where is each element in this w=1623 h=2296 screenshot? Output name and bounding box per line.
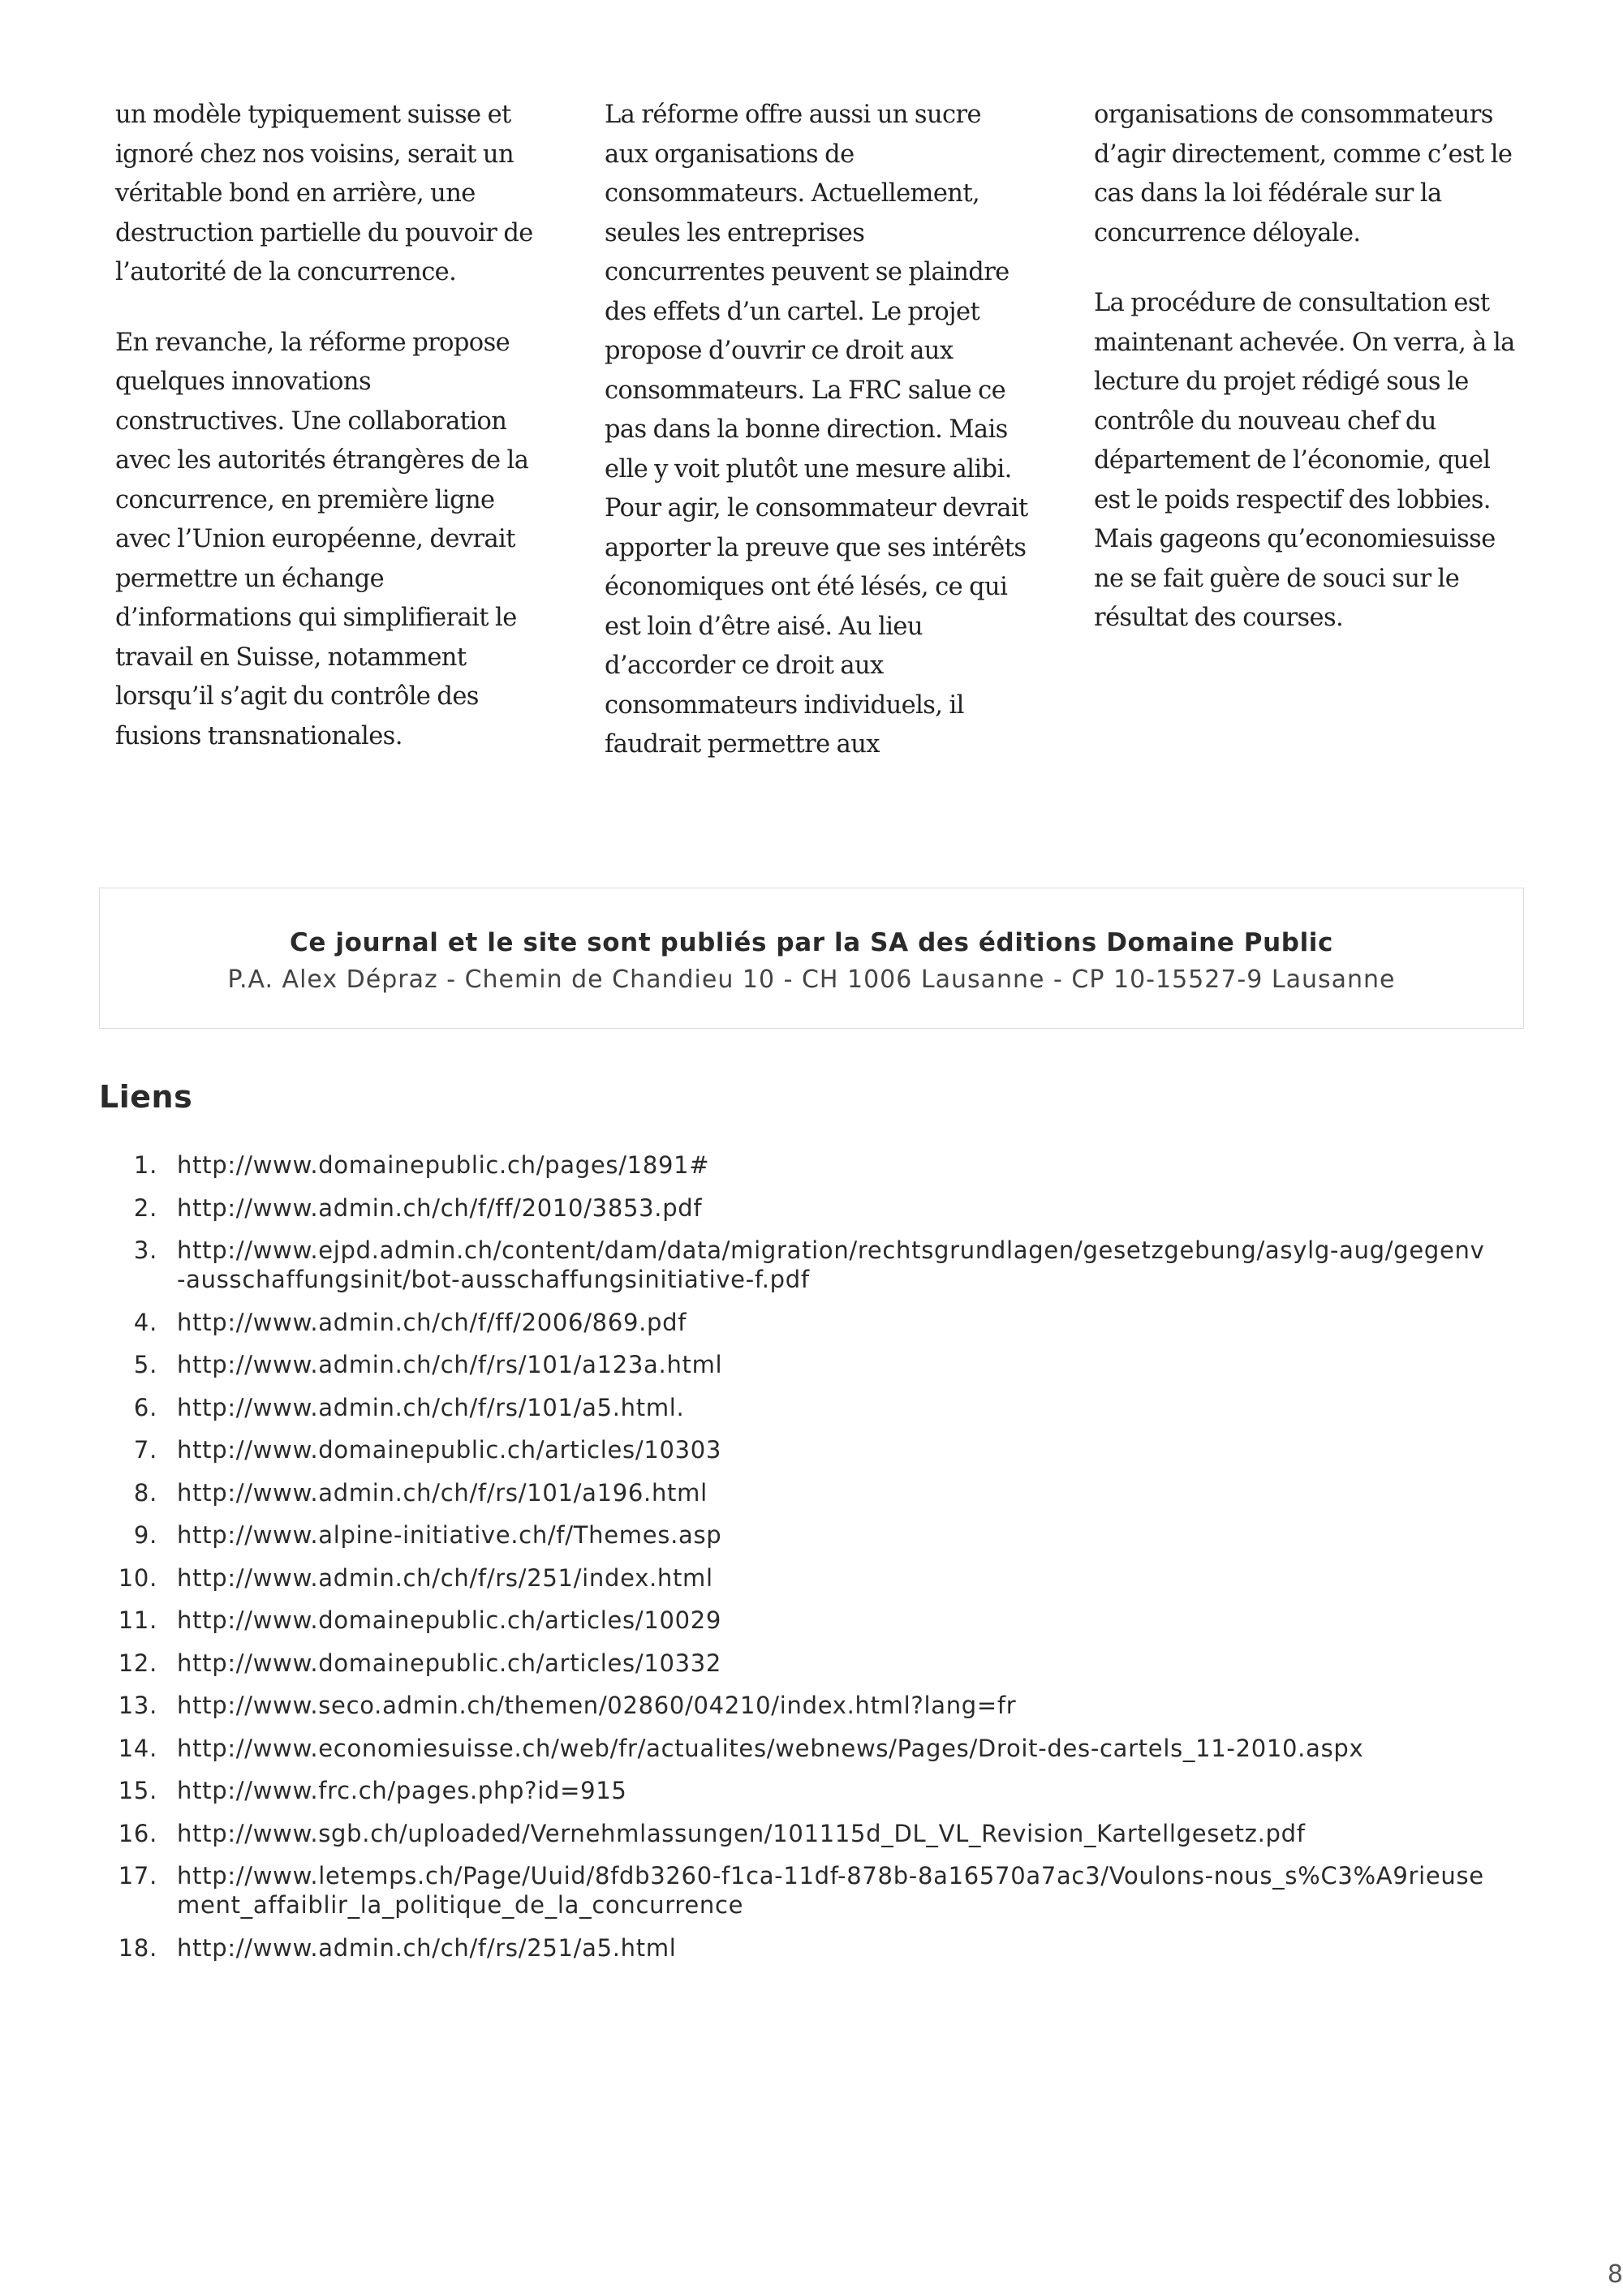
article-paragraph: En revanche, la réforme propose quelques innovations constructives. Une collaboration avec les autorités étrangères de la concurrence, en première ligne avec l’Union européenne, devrait permettre un échange d’informations qui simplifierait le travail en Suisse, notamment lorsqu’il s’agit du contrôle des fusions transnationales. bbox=[115, 328, 529, 750]
link-number: 4. bbox=[133, 1308, 157, 1336]
link-item[interactable] bbox=[115, 1193, 1543, 1223]
link-url[interactable]: http://www.sgb.ch/uploaded/Vernehmlassungen/101115d_DL_VL_Revision_Kartellgesetz.pdf bbox=[177, 1819, 1306, 1847]
article-column-1 bbox=[115, 96, 541, 765]
link-item[interactable] bbox=[115, 1563, 1543, 1593]
link-number: 3. bbox=[133, 1236, 157, 1264]
links-list bbox=[115, 1150, 1543, 1976]
link-url[interactable]: http://www.admin.ch/ch/f/rs/101/a123a.html bbox=[177, 1351, 723, 1378]
article-columns bbox=[115, 96, 1521, 765]
article-paragraph: organisations de consommateurs d’agir directement, comme c’est le cas dans la loi fédérale sur la concurrence déloyale. bbox=[1094, 101, 1513, 247]
article-column-3 bbox=[1094, 96, 1520, 765]
link-number: 13. bbox=[118, 1692, 157, 1719]
link-item[interactable] bbox=[115, 1776, 1543, 1805]
link-url[interactable]: http://www.domainepublic.ch/pages/1891# bbox=[177, 1151, 710, 1179]
link-url[interactable]: http://www.admin.ch/ch/f/ff/2010/3853.pdf bbox=[177, 1193, 703, 1222]
links-heading: Liens bbox=[99, 1079, 193, 1115]
link-number: 14. bbox=[118, 1734, 157, 1762]
link-url[interactable]: http://www.admin.ch/ch/f/rs/101/a196.html bbox=[177, 1478, 708, 1507]
link-item[interactable] bbox=[115, 1520, 1543, 1550]
link-url[interactable]: http://www.domainepublic.ch/articles/10303 bbox=[177, 1436, 722, 1464]
link-url[interactable]: http://www.domainepublic.ch/articles/10332 bbox=[177, 1649, 722, 1677]
link-url[interactable]: http://www.ejpd.admin.ch/content/dam/data/migration/rechtsgrundlagen/gesetzgebung/asylg-aug/gegenv-ausschaffungsinit/bot-ausschaffungsinitiative-f.pdf bbox=[177, 1236, 1485, 1293]
link-number: 17. bbox=[118, 1862, 157, 1890]
article-column-2 bbox=[605, 96, 1031, 765]
link-number: 1. bbox=[133, 1151, 157, 1179]
link-url[interactable]: http://www.admin.ch/ch/f/rs/251/a5.html bbox=[177, 1933, 677, 1962]
link-item[interactable] bbox=[115, 1819, 1543, 1848]
link-item[interactable] bbox=[115, 1734, 1543, 1763]
link-number: 12. bbox=[118, 1649, 157, 1677]
link-number: 8. bbox=[133, 1478, 157, 1507]
link-number: 9. bbox=[133, 1521, 157, 1549]
link-url[interactable]: http://www.economiesuisse.ch/web/fr/actualites/webnews/Pages/Droit-des-cartels_11-2010.aspx bbox=[177, 1734, 1364, 1762]
publisher-address: P.A. Alex Dépraz - Chemin de Chandieu 10 - CH 1006 Lausanne - CP 10-15527-9 Lausanne bbox=[227, 965, 1396, 994]
link-number: 15. bbox=[118, 1777, 157, 1804]
link-item[interactable] bbox=[115, 1150, 1543, 1180]
link-url[interactable]: http://www.admin.ch/ch/f/rs/101/a5.html. bbox=[177, 1393, 685, 1421]
link-number: 16. bbox=[118, 1819, 157, 1847]
link-item[interactable] bbox=[115, 1861, 1543, 1920]
link-url[interactable]: http://www.frc.ch/pages.php?id=915 bbox=[177, 1777, 627, 1804]
link-number: 2. bbox=[133, 1193, 157, 1222]
article-paragraph: un modèle typiquement suisse et ignoré chez nos voisins, serait un véritable bond en arrière, une destruction partielle du pouvoir de l’autorité de la concurrence. bbox=[115, 101, 533, 286]
link-item[interactable] bbox=[115, 1435, 1543, 1464]
link-number: 7. bbox=[133, 1436, 157, 1464]
page-number: 8 bbox=[1607, 2260, 1623, 2289]
link-url[interactable]: http://www.letemps.ch/Page/Uuid/8fdb3260-f1ca-11df-878b-8a16570a7ac3/Voulons-nous_s%C3%A9rieusement_affaiblir_la_politique_de_la_concurrence bbox=[177, 1862, 1484, 1919]
link-item[interactable] bbox=[115, 1393, 1543, 1422]
link-item[interactable] bbox=[115, 1649, 1543, 1678]
article-paragraph: La procédure de consultation est maintenant achevée. On verra, à la lecture du projet rédigé sous le contrôle du nouveau chef du département de l’économie, quel est le poids respectif des lobbies. Mais gageons qu’economiesuisse ne se fait guère de souci sur le résultat des courses. bbox=[1094, 289, 1515, 632]
link-number: 18. bbox=[118, 1933, 157, 1962]
link-url[interactable]: http://www.admin.ch/ch/f/rs/251/index.html bbox=[177, 1563, 713, 1592]
link-item[interactable] bbox=[115, 1478, 1543, 1507]
link-item[interactable] bbox=[115, 1691, 1543, 1720]
link-item[interactable] bbox=[115, 1308, 1543, 1337]
publisher-box bbox=[99, 888, 1524, 1029]
link-number: 6. bbox=[133, 1393, 157, 1421]
link-item[interactable] bbox=[115, 1933, 1543, 1963]
link-number: 5. bbox=[133, 1351, 157, 1378]
link-url[interactable]: http://www.admin.ch/ch/f/ff/2006/869.pdf bbox=[177, 1308, 687, 1336]
link-number: 10. bbox=[118, 1563, 157, 1592]
link-url[interactable]: http://www.domainepublic.ch/articles/10029 bbox=[177, 1606, 722, 1634]
link-url[interactable]: http://www.seco.admin.ch/themen/02860/04210/index.html?lang=fr bbox=[177, 1692, 1017, 1719]
link-item[interactable] bbox=[115, 1236, 1543, 1294]
link-item[interactable] bbox=[115, 1350, 1543, 1379]
link-item[interactable] bbox=[115, 1606, 1543, 1635]
link-number: 11. bbox=[118, 1606, 157, 1634]
publisher-title: Ce journal et le site sont publiés par la SA des éditions Domaine Public bbox=[289, 928, 1333, 957]
link-url[interactable]: http://www.alpine-initiative.ch/f/Themes.asp bbox=[177, 1521, 722, 1549]
article-paragraph: La réforme offre aussi un sucre aux organisations de consommateurs. Actuellement, seules les entreprises concurrentes peuvent se plaindre des effets d’un cartel. Le projet propose d’ouvrir ce droit aux consommateurs. La FRC salue ce pas dans la bonne direction. Mais elle y voit plutôt une mesure alibi. Pour agir, le consommateur devrait apporter la preuve que ses intérêts économiques ont été lésés, ce qui est loin d’être aisé. Au lieu d’accorder ce droit aux consommateurs individuels, il faudrait permettre aux bbox=[605, 101, 1028, 759]
